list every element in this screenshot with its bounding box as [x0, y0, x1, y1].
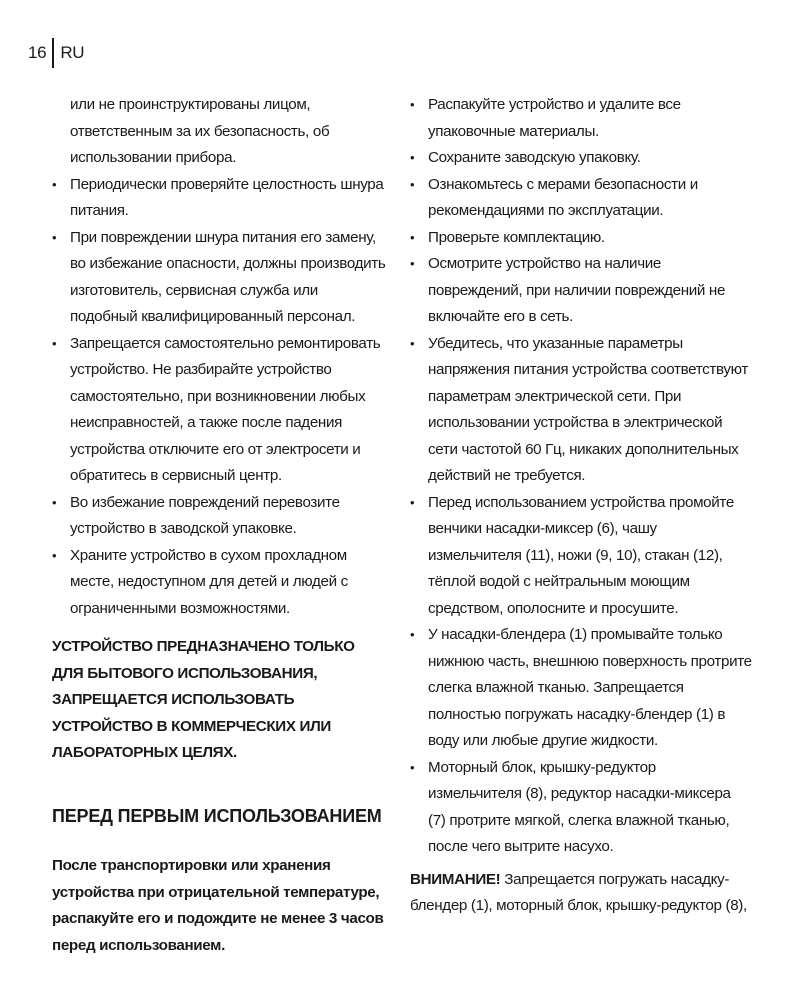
list-item: • Проверьте комплектацию.	[410, 225, 752, 252]
page-number: 16	[28, 43, 47, 62]
list-item: • При повреждении шнура питания его замену, во избежание опасности, должны производить изготовитель, сервисная служба или подобный квалифицированный персонал.	[52, 225, 388, 331]
header-divider	[52, 38, 54, 68]
page-header	[28, 38, 84, 68]
list-item: • Периодически проверяйте целостность шнура питания.	[52, 172, 388, 225]
list-item: • Ознакомьтесь с мерами безопасности и рекомендациями по эксплуатации.	[410, 172, 752, 225]
household-use-notice: УСТРОЙСТВО ПРЕДНАЗНАЧЕНО ТОЛЬКО ДЛЯ БЫТОВОГО ИСПОЛЬЗОВАНИЯ, ЗАПРЕЩАЕТСЯ ИСПОЛЬЗОВАТЬ УСТРОЙСТВО В КОММЕРЧЕСКИХ ИЛИ ЛАБОРАТОРНЫХ ЦЕЛЯХ.	[52, 638, 355, 761]
language-code: RU	[60, 43, 85, 62]
list-item: • Во избежание повреждений перевозите устройство в заводской упаковке.	[52, 490, 388, 543]
warning-label: ВНИМАНИЕ!	[410, 870, 501, 888]
list-item: • Моторный блок, крышку-редуктор измельчителя (8), редуктор насадки-миксера (7) протрите мягкой, слегка влажной тканью, после чего вытрите насухо.	[410, 755, 752, 861]
intro-paragraph: После транспортировки или хранения устройства при отрицательной температуре, распакуйте его и подождите не менее 3 часов перед использованием.	[52, 857, 384, 954]
list-item: • Храните устройство в сухом прохладном месте, недоступном для детей и людей с ограниченными возможностями.	[52, 543, 388, 623]
section-title: ПЕРЕД ПЕРВЫМ ИСПОЛЬЗОВАНИЕМ	[52, 805, 382, 826]
left-column	[52, 92, 388, 959]
list-item: • Перед использованием устройства промойте венчики насадки-миксер (6), чашу измельчителя (11), ножи (9, 10), стакан (12), тёплой водой с нейтральным моющим средством, ополосните и просушите.	[410, 490, 752, 623]
list-item: • Осмотрите устройство на наличие повреждений, при наличии повреждений не включайте его в сеть.	[410, 251, 752, 331]
safety-list	[52, 172, 388, 623]
right-column	[410, 92, 752, 920]
list-item: • Запрещается самостоятельно ремонтировать устройство. Не разбирайте устройство самостоятельно, при возникновении любых неисправностей, а также после падения устройства отключите его от электросети и обратитесь в сервисный центр.	[52, 331, 388, 490]
warning-paragraph	[410, 867, 752, 920]
warning-text: Запрещается погружать насадку-блендер (1), моторный блок, крышку-редуктор (8),	[410, 870, 747, 914]
list-item: • Убедитесь, что указанные параметры напряжения питания устройства соответствуют параметрам электрической сети. При использовании устройства в электрической сети частотой 60 Гц, никаких дополнительных действий не требуется.	[410, 331, 752, 490]
list-item: • Сохраните заводскую упаковку.	[410, 145, 752, 172]
continuation-paragraph: или не проинструктированы лицом, ответственным за их безопасность, об использовании прибора.	[70, 96, 330, 166]
list-item: • У насадки-блендера (1) промывайте только нижнюю часть, внешнюю поверхность протрите слегка влажной тканью. Запрещается полностью погружать насадку-блендер (1) в воду или любые другие жидкости.	[410, 622, 752, 755]
first-use-list	[410, 92, 752, 861]
list-item: • Распакуйте устройство и удалите все упаковочные материалы.	[410, 92, 752, 145]
